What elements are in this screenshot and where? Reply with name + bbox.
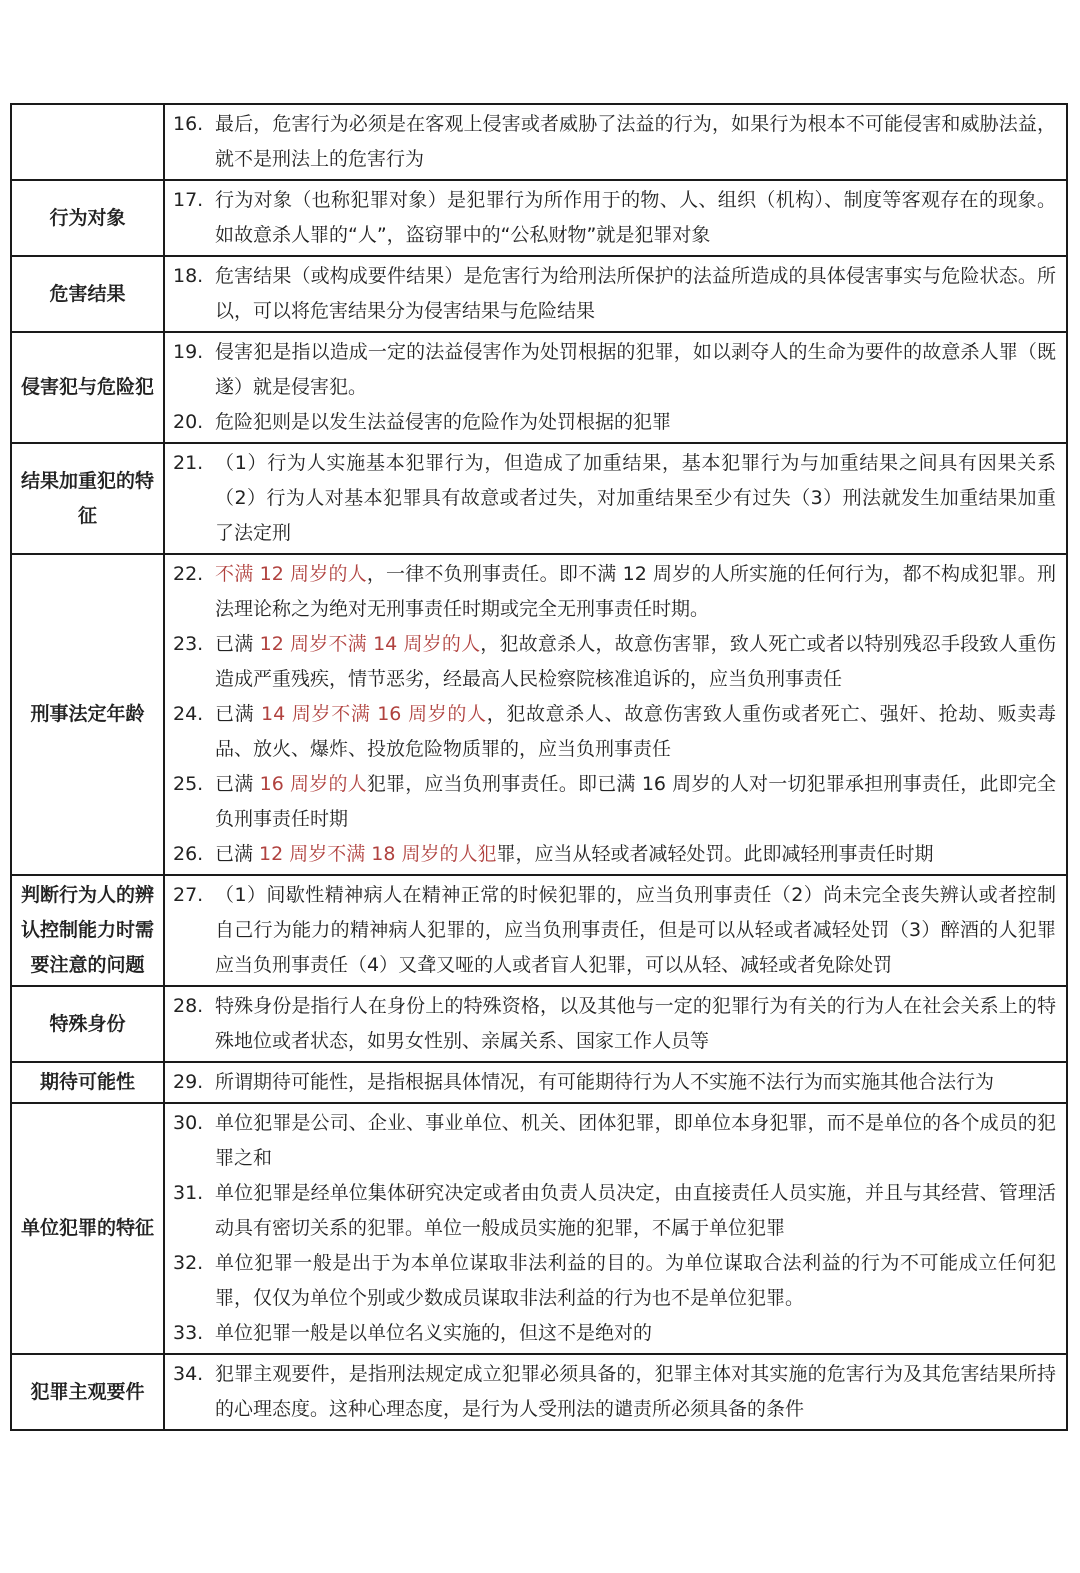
- text-segment: （1）间歇性精神病人在精神正常的时候犯罪的，应当负刑事责任（2）尚未完全丧失辨认或者控制自己行为能力的精神病人犯罪的，应当负刑事责任，但是可以从轻或者减轻处罚（3）醉酒的人犯罪应当负刑事责任（4）又聋又哑的人或者盲人犯罪，可以从轻、减轻或者免除处罚: [215, 884, 1056, 976]
- text-segment: ，犯故意杀人、故意伤害致人重伤或者死亡、强奸、抢劫、贩卖毒品、放火、爆炸、投放危险物质罪的，应当负刑事责任: [215, 703, 1056, 760]
- text-segment: 单位犯罪一般是出于为本单位谋取非法利益的目的。为单位谋取合法利益的行为不可能成立任何犯罪，仅仅为单位个别或少数成员谋取非法利益的行为也不是单位犯罪。: [215, 1252, 1056, 1309]
- row-topic: 刑事法定年龄: [11, 554, 164, 875]
- table-row: [11, 986, 1067, 1062]
- item-number: 20.: [173, 411, 204, 433]
- item-number: 32.: [173, 1252, 204, 1274]
- text-segment: ，犯故意杀人，故意伤害罪，致人死亡或者以特别残忍手段致人重伤造成严重残疾，情节恶劣，经最高人民检察院核准追诉的，应当负刑事责任: [215, 633, 1056, 690]
- item-number: 24.: [173, 703, 204, 725]
- criminal-law-notes-table: [10, 103, 1068, 1431]
- item-number: 28.: [173, 995, 204, 1017]
- row-content: [164, 180, 1067, 256]
- item-text: [215, 837, 1056, 872]
- item-text: [215, 1106, 1056, 1176]
- row-content: [164, 332, 1067, 443]
- item-text: [215, 446, 1056, 551]
- highlighted-text: 16 周岁的人: [259, 773, 367, 795]
- list-item: [173, 697, 1056, 767]
- text-segment: 已满: [215, 703, 262, 725]
- item-text: [215, 107, 1056, 177]
- list-item: [173, 557, 1056, 627]
- row-topic: 期待可能性: [11, 1062, 164, 1103]
- item-text: [215, 405, 1056, 440]
- list-item: [173, 1106, 1056, 1176]
- table-row: [11, 443, 1067, 554]
- table-row: [11, 104, 1067, 180]
- item-text: [215, 1246, 1056, 1316]
- table-row: [11, 1103, 1067, 1354]
- item-text: [215, 259, 1056, 329]
- item-text: [215, 557, 1056, 627]
- row-topic: 特殊身份: [11, 986, 164, 1062]
- item-number: 16.: [173, 113, 204, 135]
- item-number: 19.: [173, 341, 204, 363]
- row-topic: 犯罪主观要件: [11, 1354, 164, 1430]
- table-row: [11, 332, 1067, 443]
- list-item: [173, 1065, 1056, 1100]
- row-topic: 结果加重犯的特征: [11, 443, 164, 554]
- row-topic: 侵害犯与危险犯: [11, 332, 164, 443]
- highlighted-text: 不满 12 周岁的人: [215, 563, 367, 585]
- list-item: [173, 259, 1056, 329]
- item-text: [215, 183, 1056, 253]
- text-segment: 侵害犯是指以造成一定的法益侵害作为处罚根据的犯罪，如以剥夺人的生命为要件的故意杀人罪（既遂）就是侵害犯。: [215, 341, 1056, 398]
- text-segment: 最后，危害行为必须是在客观上侵害或者威胁了法益的行为，如果行为根本不可能侵害和威胁法益，就不是刑法上的危害行为: [215, 113, 1056, 170]
- text-segment: 犯罪，应当负刑事责任。即已满 16 周岁的人对一切犯罪承担刑事责任，此即完全负刑事责任时期: [215, 773, 1056, 830]
- text-segment: 已满: [215, 633, 260, 655]
- row-content: [164, 104, 1067, 180]
- item-text: [215, 989, 1056, 1059]
- highlighted-text: 14 周岁不满 16 周岁的人: [261, 703, 487, 725]
- text-segment: 单位犯罪一般是以单位名义实施的，但这不是绝对的: [215, 1322, 653, 1344]
- row-content: [164, 554, 1067, 875]
- text-segment: 特殊身份是指行人在身份上的特殊资格，以及其他与一定的犯罪行为有关的行为人在社会关系上的特殊地位或者状态，如男女性别、亲属关系、国家工作人员等: [215, 995, 1056, 1052]
- item-text: [215, 627, 1056, 697]
- text-segment: （1）行为人实施基本犯罪行为，但造成了加重结果，基本犯罪行为与加重结果之间具有因果关系（2）行为人对基本犯罪具有故意或者过失，对加重结果至少有过失（3）刑法就发生加重结果加重了法定刑: [215, 452, 1056, 544]
- table-row: [11, 875, 1067, 986]
- item-text: [215, 1357, 1056, 1427]
- row-topic: 危害结果: [11, 256, 164, 332]
- list-item: [173, 1246, 1056, 1316]
- item-number: 30.: [173, 1112, 204, 1134]
- table-row: [11, 554, 1067, 875]
- table-row: [11, 180, 1067, 256]
- item-number: 18.: [173, 265, 204, 287]
- item-text: [215, 335, 1056, 405]
- text-segment: 已满: [215, 773, 260, 795]
- table-row: [11, 1062, 1067, 1103]
- table-body: [11, 104, 1067, 1430]
- row-topic: [11, 104, 164, 180]
- item-number: 33.: [173, 1322, 204, 1344]
- text-segment: 犯罪主观要件，是指刑法规定成立犯罪必须具备的，犯罪主体对其实施的危害行为及其危害结果所持的心理态度。这种心理态度，是行为人受刑法的谴责所必须具备的条件: [215, 1363, 1056, 1420]
- table-row: [11, 256, 1067, 332]
- item-text: [215, 1065, 1056, 1100]
- item-text: [215, 1176, 1056, 1246]
- row-content: [164, 1062, 1067, 1103]
- row-topic: 行为对象: [11, 180, 164, 256]
- text-segment: 罪，应当从轻或者减轻处罚。此即减轻刑事责任时期: [496, 843, 934, 865]
- list-item: [173, 989, 1056, 1059]
- item-number: 23.: [173, 633, 204, 655]
- highlighted-text: 12 周岁不满 18 周岁的人犯: [259, 843, 497, 865]
- row-content: [164, 443, 1067, 554]
- text-segment: 所谓期待可能性，是指根据具体情况，有可能期待行为人不实施不法行为而实施其他合法行为: [215, 1071, 995, 1093]
- list-item: [173, 767, 1056, 837]
- list-item: [173, 107, 1056, 177]
- list-item: [173, 405, 1056, 440]
- text-segment: 已满: [215, 843, 260, 865]
- row-content: [164, 875, 1067, 986]
- list-item: [173, 1176, 1056, 1246]
- text-segment: 行为对象（也称犯罪对象）是犯罪行为所作用于的物、人、组织（机构）、制度等客观存在的现象。如故意杀人罪的“人”，盗窃罪中的“公私财物”就是犯罪对象: [215, 189, 1056, 246]
- row-content: [164, 986, 1067, 1062]
- list-item: [173, 878, 1056, 983]
- list-item: [173, 446, 1056, 551]
- text-segment: 危险犯则是以发生法益侵害的危险作为处罚根据的犯罪: [215, 411, 672, 433]
- list-item: [173, 627, 1056, 697]
- table-row: [11, 1354, 1067, 1430]
- item-text: [215, 767, 1056, 837]
- list-item: [173, 1316, 1056, 1351]
- item-number: 22.: [173, 563, 204, 585]
- row-topic: 单位犯罪的特征: [11, 1103, 164, 1354]
- item-number: 29.: [173, 1071, 204, 1093]
- list-item: [173, 183, 1056, 253]
- row-content: [164, 256, 1067, 332]
- item-number: 34.: [173, 1363, 204, 1385]
- text-segment: 单位犯罪是经单位集体研究决定或者由负责人员决定，由直接责任人员实施，并且与其经营、管理活动具有密切关系的犯罪。单位一般成员实施的犯罪，不属于单位犯罪: [215, 1182, 1056, 1239]
- item-text: [215, 1316, 1056, 1351]
- item-number: 31.: [173, 1182, 204, 1204]
- list-item: [173, 837, 1056, 872]
- item-number: 17.: [173, 189, 204, 211]
- text-segment: ，一律不负刑事责任。即不满 12 周岁的人所实施的任何行为，都不构成犯罪。刑法理论称之为绝对无刑事责任时期或完全无刑事责任时期。: [215, 563, 1056, 620]
- row-content: [164, 1354, 1067, 1430]
- text-segment: 危害结果（或构成要件结果）是危害行为给刑法所保护的法益所造成的具体侵害事实与危险状态。所以，可以将危害结果分为侵害结果与危险结果: [215, 265, 1056, 322]
- item-number: 25.: [173, 773, 204, 795]
- row-content: [164, 1103, 1067, 1354]
- item-number: 27.: [173, 884, 204, 906]
- text-segment: 单位犯罪是公司、企业、事业单位、机关、团体犯罪，即单位本身犯罪，而不是单位的各个成员的犯罪之和: [215, 1112, 1056, 1169]
- item-number: 21.: [173, 452, 204, 474]
- item-text: [215, 878, 1056, 983]
- highlighted-text: 12 周岁不满 14 周岁的人: [259, 633, 481, 655]
- item-text: [215, 697, 1056, 767]
- list-item: [173, 1357, 1056, 1427]
- row-topic: 判断行为人的辨认控制能力时需要注意的问题: [11, 875, 164, 986]
- item-number: 26.: [173, 843, 204, 865]
- list-item: [173, 335, 1056, 405]
